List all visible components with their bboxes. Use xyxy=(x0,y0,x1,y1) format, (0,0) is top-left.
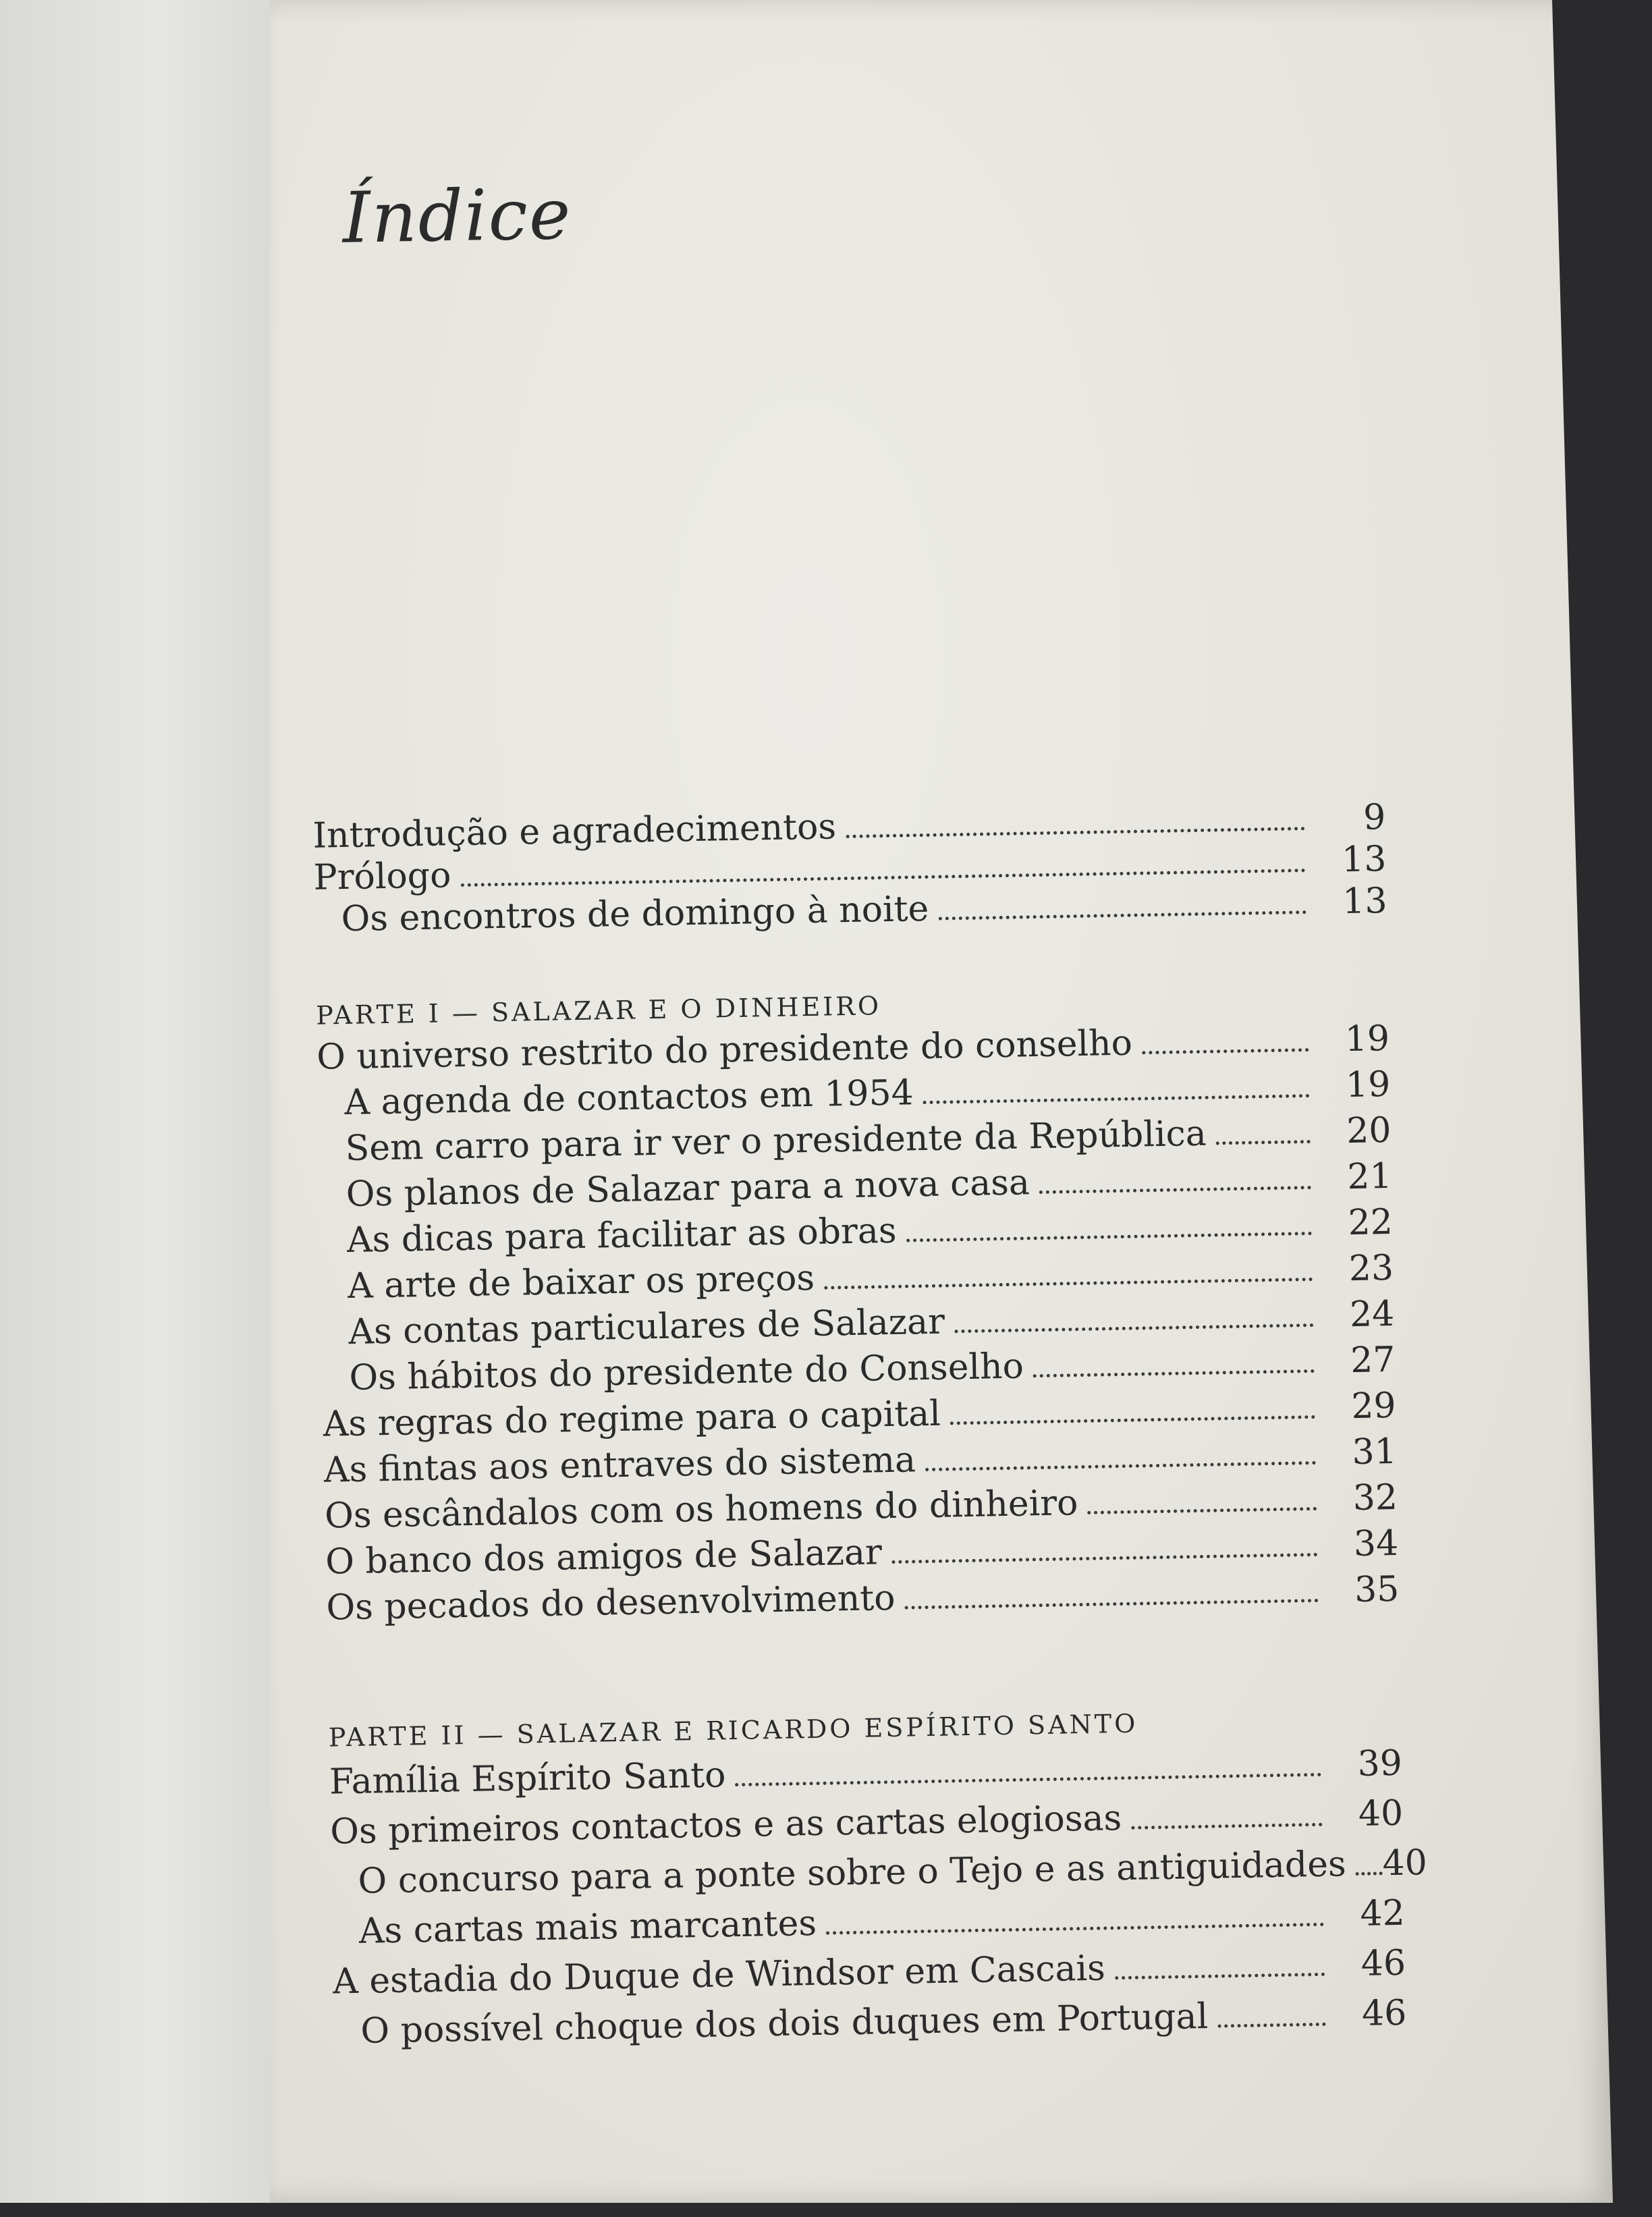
toc-entry-page: 27 xyxy=(1350,1339,1396,1381)
toc-leader-dots xyxy=(950,1415,1315,1425)
toc-entry-title: Família Espírito Santo xyxy=(329,1755,726,1803)
toc-entry-page: 31 xyxy=(1352,1431,1398,1473)
toc-entry-page: 21 xyxy=(1346,1155,1393,1198)
toc-entry-title: Os encontros de domingo à noite xyxy=(341,888,929,940)
toc-entry-page: 9 xyxy=(1362,797,1386,838)
toc-leader-dots xyxy=(1142,1048,1309,1054)
toc-leader-dots xyxy=(905,1599,1319,1610)
part-heading: PARTE II — SALAZAR E RICARDO ESPÍRITO SANTO xyxy=(328,1708,1138,1753)
toc-leader-dots xyxy=(846,827,1304,838)
toc-leader-dots xyxy=(1356,1871,1383,1876)
toc-entry-title: A agenda de contactos em 1954 xyxy=(343,1072,914,1124)
toc-entry-page: 29 xyxy=(1350,1385,1397,1427)
toc-entry-page: 34 xyxy=(1353,1523,1399,1565)
toc-leader-dots xyxy=(1131,1823,1322,1830)
toc-entry-title: O universo restrito do presidente do conselho xyxy=(316,1022,1133,1078)
toc-leader-dots xyxy=(1115,1973,1325,1979)
toc-entry-title: Os pecados do desenvolvimento xyxy=(326,1577,896,1628)
toc-entry-title: O concurso para a ponte sobre o Tejo e as antiguidades xyxy=(358,1844,1347,1902)
toc-entry-page: 39 xyxy=(1357,1743,1403,1784)
toc-front-section xyxy=(312,797,1388,944)
toc-entry-page: 40 xyxy=(1358,1792,1404,1834)
toc-leader-dots xyxy=(1033,1369,1315,1377)
toc-entry-page: 23 xyxy=(1348,1247,1394,1290)
toc-leader-dots xyxy=(954,1323,1313,1333)
toc-entry-title: Os planos de Salazar para a nova casa xyxy=(346,1162,1030,1215)
toc-entry-title: Os escândalos com os homens do dinheiro xyxy=(324,1483,1078,1537)
toc-leader-dots xyxy=(1217,2023,1325,2028)
toc-leader-dots xyxy=(891,1553,1317,1564)
toc-leader-dots xyxy=(923,1094,1310,1104)
toc-leader-dots xyxy=(938,910,1306,921)
toc-entry-page: 19 xyxy=(1344,1018,1390,1060)
toc-leader-dots xyxy=(1088,1507,1317,1514)
toc-entry-title: As regras do regime para o capital xyxy=(323,1393,941,1445)
toc-entry-title: O banco dos amigos de Salazar xyxy=(325,1532,883,1583)
toc-entry-page: 46 xyxy=(1361,1992,1407,2034)
toc-leader-dots xyxy=(906,1232,1312,1242)
toc-leader-dots xyxy=(826,1923,1324,1935)
toc-leader-dots xyxy=(461,869,1306,887)
toc-leader-dots xyxy=(736,1773,1322,1786)
part-heading: PARTE I — SALAZAR E O DINHEIRO xyxy=(315,991,882,1031)
toc-entry-page: 13 xyxy=(1341,839,1387,881)
toc-entry-title: As contas particulares de Salazar xyxy=(348,1301,945,1352)
toc-part1-list xyxy=(316,1018,1400,1637)
toc-entry-title: As dicas para facilitar as obras xyxy=(346,1210,898,1261)
page-title: Índice xyxy=(341,172,573,259)
toc-entry-title: Os primeiros contactos e as cartas elogiosas xyxy=(329,1798,1122,1853)
toc-entry-title: A arte de baixar os preços xyxy=(347,1257,815,1307)
toc-entry-page: 40 xyxy=(1382,1842,1428,1884)
toc-entry-page: 35 xyxy=(1354,1568,1400,1611)
toc-entry-page: 19 xyxy=(1345,1064,1391,1106)
toc-entry-title: As fintas aos entraves do sistema xyxy=(323,1440,916,1491)
toc-entry-title: O possível choque dos dois duques em Portugal xyxy=(360,1996,1209,2052)
toc-leader-dots xyxy=(824,1278,1313,1290)
toc-entry-page: 24 xyxy=(1349,1293,1395,1336)
toc-entry-title: Introdução e agradecimentos xyxy=(312,806,837,856)
toc-entry-title: A estadia do Duque de Windsor em Cascais xyxy=(332,1948,1106,2002)
toc-entry-page: 46 xyxy=(1360,1942,1406,1984)
toc-leader-dots xyxy=(925,1461,1316,1471)
toc-part1-section xyxy=(316,982,1400,1637)
toc-part2-section xyxy=(328,1704,1428,2064)
toc-entry-page: 13 xyxy=(1342,881,1388,923)
toc-entry-page: 42 xyxy=(1359,1892,1406,1934)
toc-entry-page: 32 xyxy=(1352,1477,1398,1519)
toc-entry-page: 22 xyxy=(1348,1201,1394,1244)
toc-entry-page: 20 xyxy=(1346,1110,1392,1152)
toc-entry-title: As cartas mais marcantes xyxy=(358,1903,817,1952)
toc-part2-list xyxy=(329,1743,1428,2064)
toc-entry-title: Sem carro para ir ver o presidente da República xyxy=(345,1113,1207,1170)
toc-leader-dots xyxy=(1216,1140,1311,1145)
toc-entry-title: Os hábitos do presidente do Conselho xyxy=(349,1346,1024,1398)
toc-leader-dots xyxy=(1039,1186,1311,1194)
toc-entry-title: Prólogo xyxy=(313,855,451,898)
